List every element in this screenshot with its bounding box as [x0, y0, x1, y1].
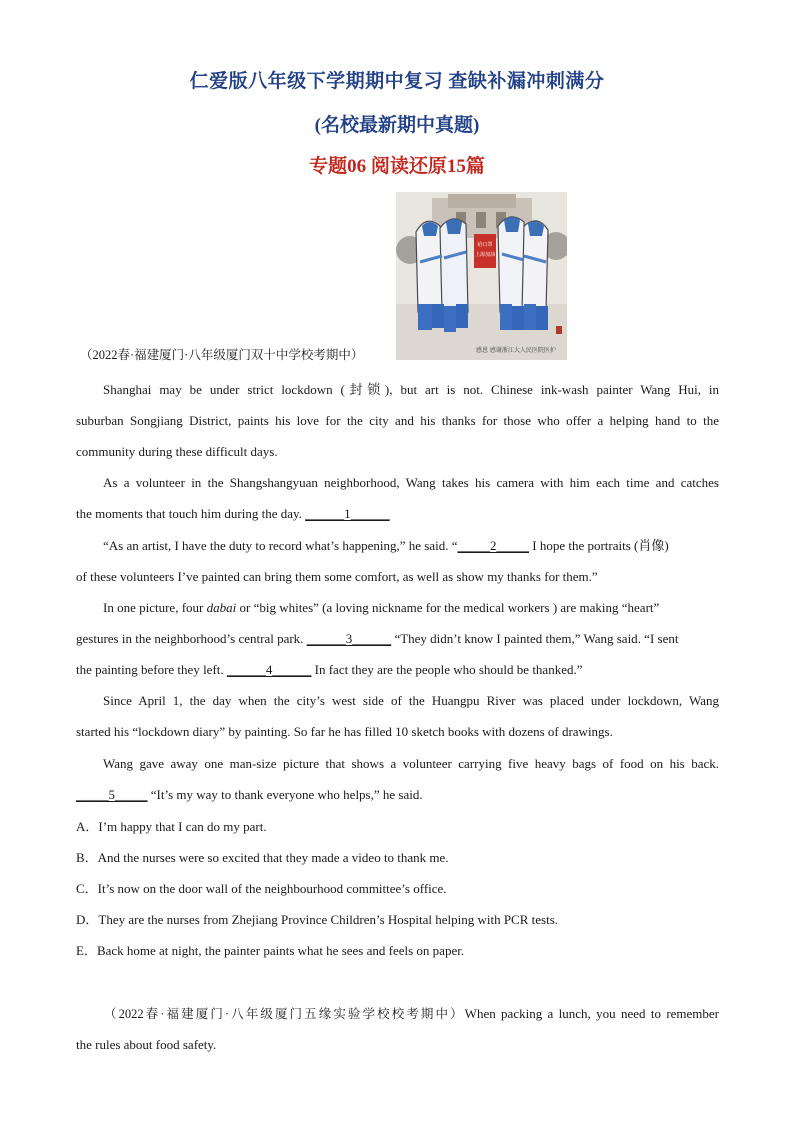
paragraph-6-text: “It’s my way to thank everyone who helps,” he said. — [147, 787, 423, 802]
answer-blank-2[interactable]: _____2_____ — [457, 538, 529, 553]
passage2-source: （2022春·福建厦门·八年级厦门五缘实验学校校考期中） — [104, 1007, 465, 1021]
answer-blank-5[interactable]: _____5_____ — [76, 787, 148, 802]
paragraph-6-line-1: Wang gave away one man-size picture that shows a volunteer carrying five heavy bags of food on his back. — [103, 756, 719, 771]
paragraph-3-text-a: “As an artist, I have the duty to record what’s happening,” he said. “ — [103, 538, 458, 553]
paragraph-1-line-1: Shanghai may be under strict lockdown (封锁), but art is not. Chinese ink-wash painter Wang Hui, in — [103, 382, 719, 397]
passage2-text: When packing a lunch, you need to remember — [464, 1006, 720, 1021]
paragraph-5-line-2: started his “lockdown diary” by painting. So far he has filled 10 sketch books with dozens of drawings. — [76, 724, 613, 739]
paragraph-5-line-1: Since April 1, the day when the city’s west side of the Huangpu River was placed under lockdown, Wang — [103, 693, 719, 708]
paragraph-6-line-2 — [76, 786, 719, 804]
svg-text:上海加油: 上海加油 — [474, 252, 496, 258]
paragraph-4-text-f: In fact they are the people who should be thanked.” — [311, 662, 583, 677]
paragraph-4-line-1 — [76, 599, 719, 617]
answer-blank-4[interactable]: ______4______ — [226, 662, 312, 677]
option-d[interactable]: D．They are the nurses from Zhejiang Province Children’s Hospital helping with PCR tests. — [76, 912, 559, 927]
passage1-source: （2022春·福建厦门·八年级厦门双十中学校考期中） — [80, 348, 364, 362]
page-subtitle: (名校最新期中真题) — [314, 115, 480, 136]
dabai-term: dabai — [206, 600, 237, 615]
paragraph-1-line-3: community during these difficult days. — [76, 444, 278, 459]
paragraph-3-line-2: of these volunteers I’ve painted can bring them some comfort, as well as show my thanks for them.” — [76, 569, 598, 584]
paragraph-4-text-d: “They didn’t know I painted them,” Wang said. “I sent — [391, 631, 679, 646]
ink-painting-illustration — [396, 192, 567, 360]
paragraph-2-line-1: As a volunteer in the Shangshangyuan neighborhood, Wang takes his camera with him each time and catches — [103, 475, 719, 490]
paragraph-4-text-a: In one picture, four — [103, 600, 207, 615]
paragraph-4-text-b: or “big whites” (a loving nickname for the medical workers ) are making “heart” — [236, 600, 660, 615]
paragraph-1-line-2: suburban Songjiang District, paints his love for the city and his thanks for those who offer a helping hand to the — [76, 413, 719, 428]
answer-blank-3[interactable]: ______3______ — [306, 631, 392, 646]
paragraph-3-line-1 — [76, 537, 719, 555]
paragraph-3-text-b: I hope the portraits (肖像) — [529, 538, 669, 553]
passage2-line-2: the rules about food safety. — [76, 1037, 217, 1052]
option-b[interactable]: B．And the nurses were so excited that they made a video to thank me. — [76, 850, 449, 865]
page-title: 仁爱版八年级下学期期中复习 查缺补漏冲刺满分 — [189, 71, 605, 92]
option-c[interactable]: C．It’s now on the door wall of the neighbourhood committee’s office. — [76, 881, 447, 896]
paragraph-2-text: the moments that touch him during the day. — [76, 506, 302, 521]
paragraph-4-text-e: the painting before they left. — [76, 662, 227, 677]
passage2-line-1 — [104, 1005, 719, 1023]
svg-text:给口罩: 给口罩 — [477, 242, 493, 248]
paragraph-4-line-3 — [76, 661, 719, 679]
svg-text:感恩 感谢浙江大人民医院医护: 感恩 感谢浙江大人民医院医护 — [476, 347, 556, 354]
paragraph-2-line-2 — [76, 505, 719, 523]
paragraph-4-line-2 — [76, 630, 719, 648]
paragraph-4-text-c: gestures in the neighborhood’s central park. — [76, 631, 307, 646]
option-e[interactable]: E．Back home at night, the painter paints what he sees and feels on paper. — [76, 943, 465, 958]
answer-blank-1[interactable]: ______1______ — [305, 506, 390, 521]
topic-title: 专题06 阅读还原15篇 — [309, 156, 485, 177]
option-a[interactable]: A．I’m happy that I can do my part. — [76, 819, 267, 834]
